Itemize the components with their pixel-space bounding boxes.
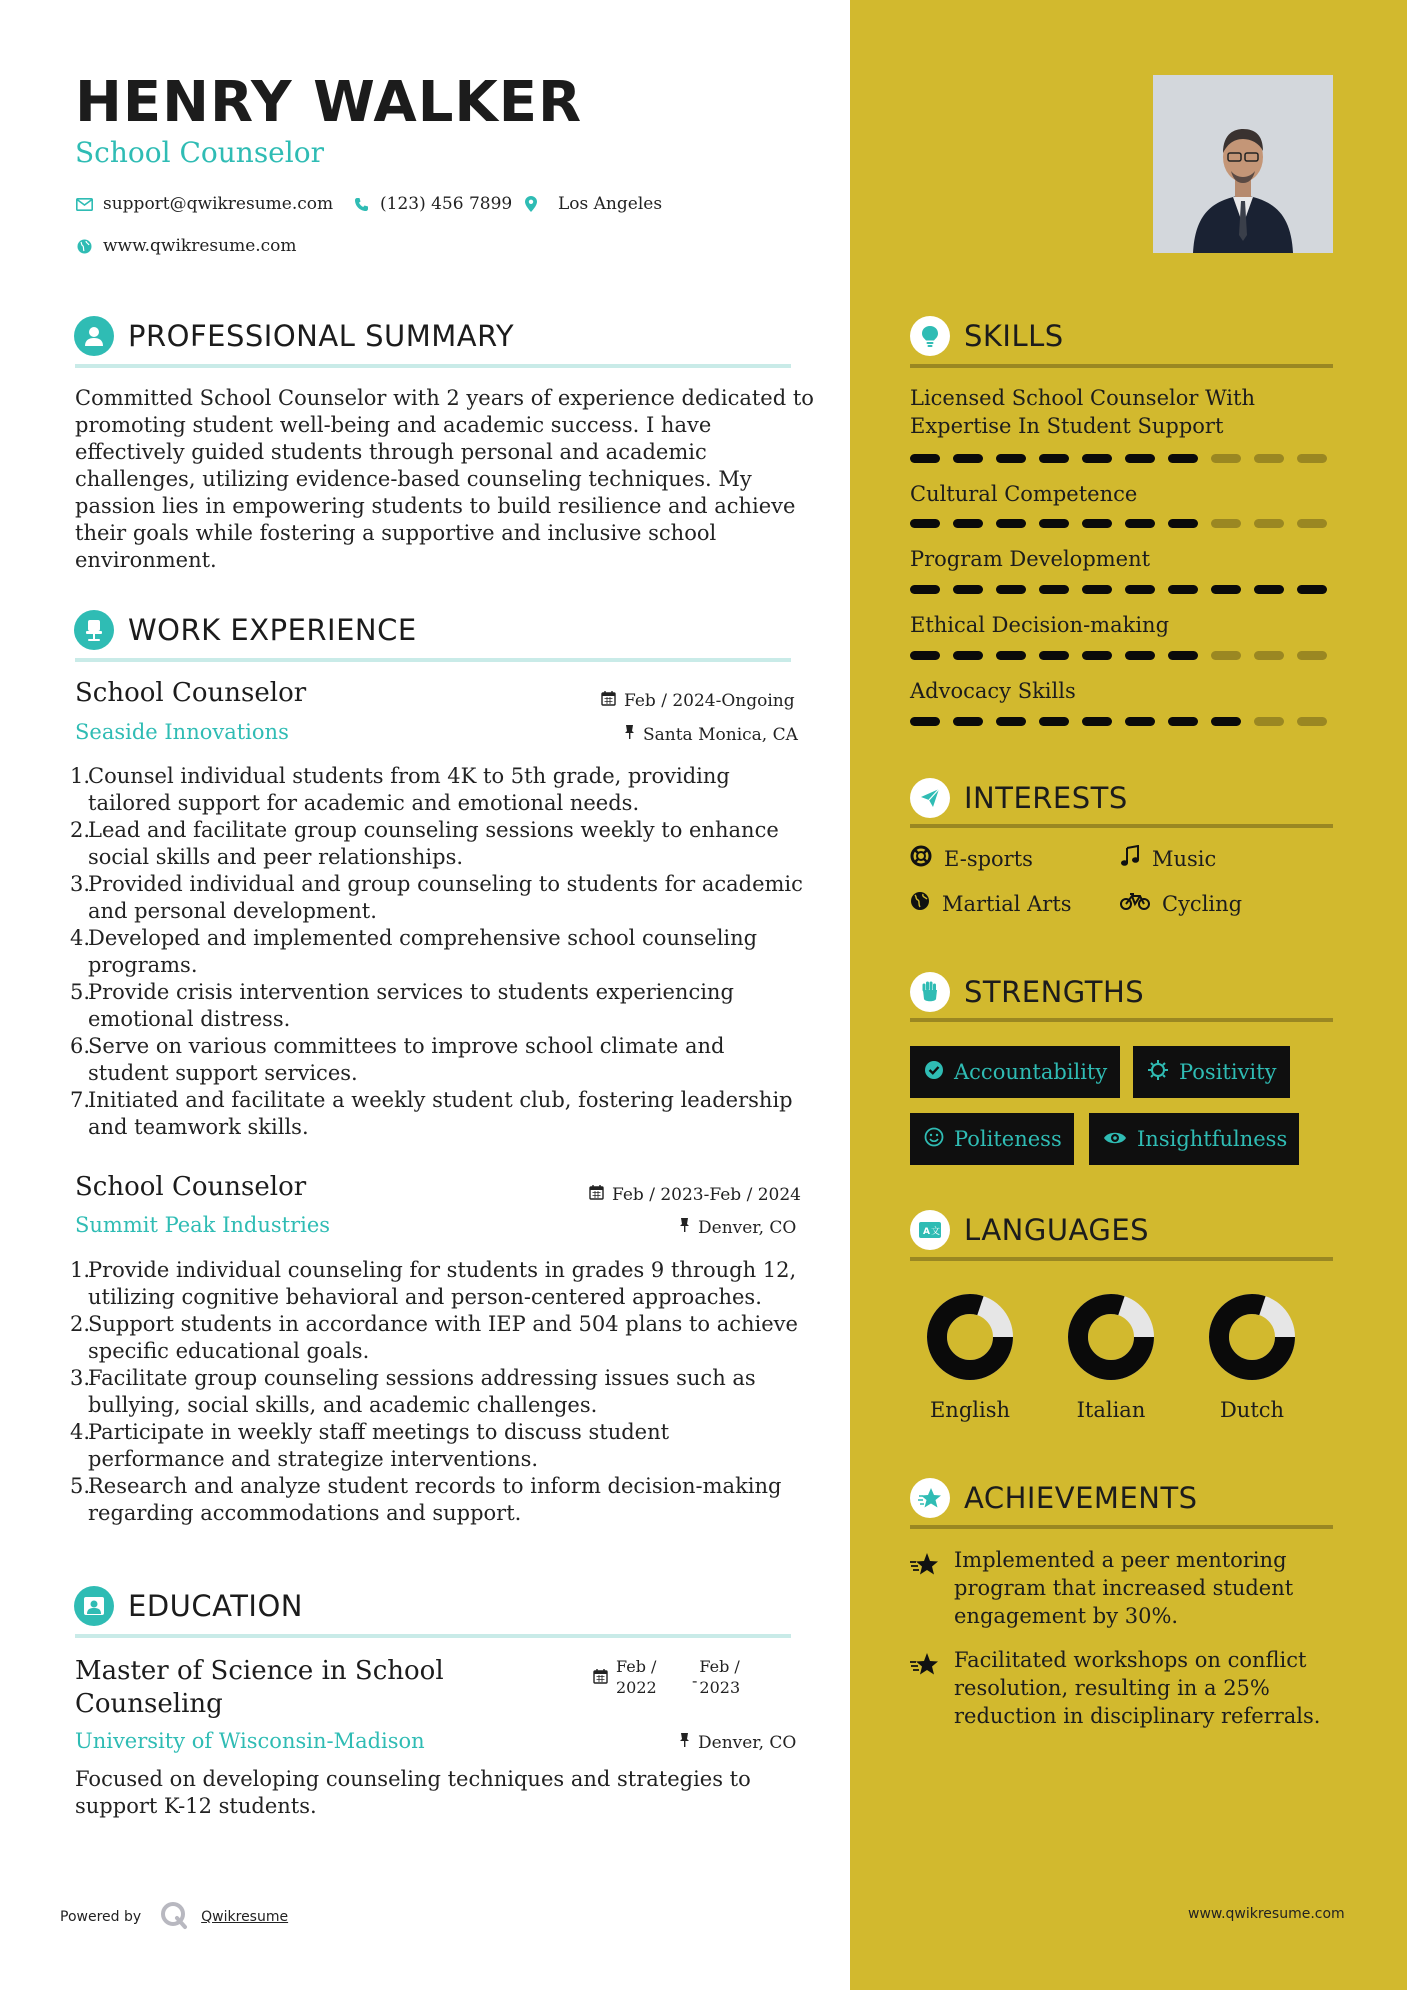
lightbulb-icon — [910, 316, 950, 356]
skill-name: Program Development — [910, 547, 1151, 571]
job-title: School Counselor — [75, 1172, 307, 1202]
skill-level-segment — [953, 454, 983, 463]
skill-level-segment — [996, 519, 1026, 528]
strengths-divider — [910, 1018, 1333, 1022]
interest-item — [910, 891, 1072, 916]
interest-item — [910, 845, 1033, 872]
language-label: Dutch — [1219, 1398, 1285, 1422]
skill-name: Licensed School Counselor With Expertise In Student Support — [910, 386, 1255, 438]
globe-icon — [75, 237, 93, 255]
experience-title: WORK EXPERIENCE — [128, 613, 417, 647]
globe-icon — [910, 891, 930, 916]
calendar-icon — [601, 690, 616, 711]
language-donut — [1066, 1292, 1156, 1382]
education-location — [679, 1732, 796, 1753]
skill-level-segment — [1168, 585, 1198, 594]
education-description — [75, 1766, 815, 1820]
interest-label: E-sports — [944, 846, 1033, 871]
achievements-title: ACHIEVEMENTS — [964, 1481, 1198, 1515]
summary-title: PROFESSIONAL SUMMARY — [128, 319, 515, 353]
achievement-item — [910, 1646, 1320, 1730]
candidate-role: School Counselor — [75, 136, 324, 169]
skills-divider — [910, 364, 1333, 368]
degree-line: Master of Science in School — [75, 1656, 444, 1686]
skill-level-segment — [1039, 585, 1069, 594]
contact-website — [75, 236, 297, 256]
education-divider — [75, 1634, 791, 1638]
contact-email — [75, 194, 333, 214]
skill-level-segment — [1254, 454, 1284, 463]
experience-heading — [74, 610, 417, 650]
summary-line: environment. — [75, 548, 217, 572]
star-icon — [910, 1546, 942, 1630]
education-end: Feb / 2023 — [699, 1657, 741, 1697]
skill-level-segment — [1297, 585, 1327, 594]
summary-line: Committed School Counselor with 2 years of experience dedicated to — [75, 386, 814, 410]
skill-level-segment — [1211, 717, 1241, 726]
skill-name: Advocacy Skills — [910, 679, 1076, 703]
list-item: 4. Participate in weekly staff meetings to discuss student performance and strategize interventions. — [70, 1420, 670, 1471]
skill-level-segment — [1168, 717, 1198, 726]
list-item: 1. Provide individual counseling for students in grades 9 through 12, utilizing cognitive behavioral and person-centered approaches. — [70, 1258, 797, 1309]
skill-level-segment — [1297, 717, 1327, 726]
strength-chip — [1133, 1046, 1290, 1098]
language-icon — [910, 1210, 950, 1250]
calendar-icon — [589, 1184, 604, 1205]
summary-line: challenges, utilizing evidence-based counseling techniques. My — [75, 467, 752, 491]
skill-level-bar — [910, 651, 1327, 660]
pin-icon — [624, 724, 635, 745]
skill-level-segment — [996, 651, 1026, 660]
experience-divider — [75, 658, 791, 662]
education-location-text: Denver, CO — [698, 1732, 797, 1753]
skill-level-segment — [996, 454, 1026, 463]
skills-heading — [910, 316, 1064, 356]
list-item: 4. Developed and implemented comprehensive school counseling programs. — [70, 926, 758, 977]
skill-level-segment — [1254, 585, 1284, 594]
skill-level-segment — [910, 717, 940, 726]
eye-icon — [1103, 1127, 1127, 1151]
bicycle-icon — [1120, 891, 1150, 916]
map-pin-icon — [522, 195, 540, 213]
degree-title — [75, 1655, 444, 1721]
skill-level-segment — [1254, 717, 1284, 726]
phone-text: (123) 456 7899 — [380, 194, 513, 214]
contact-phone — [352, 194, 512, 214]
strength-label: Politeness — [954, 1127, 1062, 1151]
job-dates-text: Feb / 2024-Ongoing — [624, 690, 795, 711]
skill-level-segment — [1125, 651, 1155, 660]
powered-by — [60, 1900, 288, 1934]
summary-line: effectively guided students through personal and academic — [75, 440, 707, 464]
chair-icon — [74, 610, 114, 650]
svg-text:A: A — [923, 1227, 930, 1237]
skill-level-segment — [1168, 651, 1198, 660]
interest-item — [1120, 845, 1216, 872]
skill-level-bar — [910, 454, 1327, 463]
list-item: 6. Serve on various committees to improve school climate and student support services. — [70, 1034, 725, 1085]
qwikresume-link[interactable]: Qwikresume — [201, 1909, 289, 1925]
strength-label: Insightfulness — [1137, 1127, 1288, 1151]
summary-text — [75, 385, 815, 574]
interest-label: Music — [1152, 846, 1217, 871]
skill-level-bar — [910, 519, 1327, 528]
job-company: Summit Peak Industries — [75, 1213, 331, 1237]
skill-level-segment — [1082, 454, 1112, 463]
education-desc-line: Focused on developing counseling techniques and strategies to — [75, 1767, 751, 1791]
achievements-heading — [910, 1478, 1198, 1518]
achievement-text: Facilitated workshops on conflict resolution, resulting in a 25% reduction in disciplinary referrals. — [954, 1648, 1321, 1728]
list-item: 5. Provide crisis intervention services to students experiencing emotional distress. — [70, 980, 734, 1031]
website-text[interactable]: www.qwikresume.com — [103, 236, 297, 256]
skill-level-bar — [910, 585, 1327, 594]
skill-level-segment — [953, 717, 983, 726]
phone-icon — [352, 195, 370, 213]
list-item: 2. Lead and facilitate group counseling sessions weekly to enhance social skills and peer relationships. — [70, 818, 779, 869]
interests-divider — [910, 824, 1333, 828]
skill-level-segment — [1125, 717, 1155, 726]
list-item: 1. Counsel individual students from 4K to 5th grade, providing tailored support for academic and emotional needs. — [70, 764, 730, 815]
strength-chip — [910, 1046, 1120, 1098]
job-dates — [601, 690, 795, 711]
music-icon — [1120, 845, 1140, 872]
education-title: EDUCATION — [128, 1589, 304, 1623]
graduate-icon — [74, 1586, 114, 1626]
language-label: English — [929, 1398, 1011, 1422]
skill-level-segment — [1297, 519, 1327, 528]
strength-label: Accountability — [954, 1060, 1108, 1084]
skill-name: Ethical Decision-making — [910, 613, 1170, 637]
education-heading — [74, 1586, 303, 1626]
skill-level-segment — [1039, 717, 1069, 726]
skill-level-segment — [1254, 519, 1284, 528]
job-dates-text: Feb / 2023-Feb / 2024 — [612, 1184, 801, 1205]
life-ring-icon — [910, 845, 932, 872]
strengths-heading — [910, 972, 1144, 1012]
education-school: University of Wisconsin-Madison — [75, 1729, 425, 1753]
skill-level-segment — [1039, 651, 1069, 660]
achievement-text: Implemented a peer mentoring program that increased student engagement by 30%. — [954, 1548, 1294, 1628]
interest-item — [1120, 891, 1242, 916]
language-donut — [1207, 1292, 1297, 1382]
list-item: 3. Facilitate group counseling sessions addressing issues such as bullying, social skills, and academic challenges. — [70, 1366, 756, 1417]
skill-level-segment — [1211, 454, 1241, 463]
sun-icon — [1147, 1059, 1169, 1086]
strength-chip — [910, 1113, 1074, 1165]
profile-photo — [1153, 75, 1333, 253]
skills-title: SKILLS — [964, 319, 1064, 353]
skill-level-segment — [1168, 454, 1198, 463]
interests-heading — [910, 778, 1128, 818]
email-text: support@qwikresume.com — [103, 194, 334, 214]
list-item: 7. Initiated and facilitate a weekly student club, fostering leadership and teamwork skills. — [70, 1088, 793, 1139]
education-start: Feb / 2022 — [616, 1657, 657, 1697]
list-item: 5. Research and analyze student records to inform decision-making regarding accommodations and support. — [70, 1474, 782, 1525]
skill-level-segment — [1082, 651, 1112, 660]
qwikresume-logo-icon — [159, 1900, 189, 1934]
contact-location — [522, 194, 662, 214]
job-location — [679, 1217, 796, 1238]
list-item: 3. Provided individual and group counseling to students for academic and personal development. — [70, 872, 803, 923]
skill-level-segment — [1297, 454, 1327, 463]
skill-level-bar — [910, 717, 1327, 726]
skill-level-segment — [953, 651, 983, 660]
skill-level-segment — [1082, 585, 1112, 594]
job-location-text: Santa Monica, CA — [643, 724, 798, 745]
skill-level-segment — [910, 519, 940, 528]
summary-line: passion lies in empowering students to build resilience and achieve — [75, 494, 796, 518]
achievements-divider — [910, 1525, 1333, 1529]
language-donut — [925, 1292, 1015, 1382]
summary-divider — [75, 364, 791, 368]
skill-level-segment — [1125, 454, 1155, 463]
skill-level-segment — [910, 585, 940, 594]
candidate-name: HENRY WALKER — [75, 70, 583, 135]
skill-level-segment — [1254, 651, 1284, 660]
user-icon — [74, 316, 114, 356]
location-text: Los Angeles — [558, 194, 663, 214]
hand-icon — [910, 972, 950, 1012]
job-bullets — [70, 1257, 820, 1527]
skill-level-segment — [1211, 651, 1241, 660]
strength-label: Positivity — [1179, 1060, 1277, 1084]
education-dash: - — [692, 1671, 698, 1690]
skill-level-segment — [1297, 651, 1327, 660]
skill-level-segment — [953, 519, 983, 528]
strengths-title: STRENGTHS — [964, 975, 1145, 1009]
skill-level-segment — [1039, 519, 1069, 528]
job-title: School Counselor — [75, 678, 307, 708]
language-label: Italian — [1076, 1398, 1146, 1422]
interest-label: Cycling — [1162, 891, 1243, 916]
envelope-icon — [75, 195, 93, 213]
skill-level-segment — [996, 585, 1026, 594]
skill-level-segment — [910, 454, 940, 463]
job-dates — [589, 1184, 801, 1205]
skill-level-segment — [1039, 454, 1069, 463]
star-icon — [910, 1646, 942, 1730]
interests-title: INTERESTS — [964, 781, 1128, 815]
smile-icon — [924, 1127, 944, 1152]
languages-heading — [910, 1210, 1149, 1250]
pin-icon — [679, 1217, 690, 1238]
footer-site[interactable]: www.qwikresume.com — [1188, 1906, 1345, 1922]
achievement-item — [910, 1546, 1293, 1630]
skill-level-segment — [1082, 519, 1112, 528]
summary-line: promoting student well-being and academic success. I have — [75, 413, 712, 437]
degree-line: Counseling — [75, 1689, 223, 1719]
job-company: Seaside Innovations — [75, 720, 289, 744]
skill-name: Cultural Competence — [910, 482, 1138, 506]
summary-heading — [74, 316, 514, 356]
skill-level-segment — [1125, 519, 1155, 528]
summary-line: their goals while fostering a supportive and inclusive school — [75, 521, 717, 545]
skill-level-segment — [1125, 585, 1155, 594]
education-dates — [593, 1656, 740, 1698]
powered-label: Powered by — [60, 1909, 142, 1925]
paper-plane-icon — [910, 778, 950, 818]
skill-level-segment — [1082, 717, 1112, 726]
check-circle-icon — [924, 1060, 944, 1085]
skill-level-segment — [910, 651, 940, 660]
star-icon — [910, 1478, 950, 1518]
svg-text:文: 文 — [931, 1227, 941, 1237]
skill-level-segment — [1211, 585, 1241, 594]
job-location-text: Denver, CO — [698, 1217, 797, 1238]
pin-icon — [679, 1732, 690, 1753]
languages-divider — [910, 1257, 1333, 1261]
job-bullets — [70, 763, 820, 1141]
interest-label: Martial Arts — [942, 891, 1072, 916]
languages-title: LANGUAGES — [964, 1213, 1150, 1247]
list-item: 2. Support students in accordance with IEP and 504 plans to achieve specific educational goals. — [70, 1312, 798, 1363]
skill-level-segment — [1168, 519, 1198, 528]
calendar-icon — [593, 1656, 608, 1689]
skill-level-segment — [1211, 519, 1241, 528]
skill-level-segment — [953, 585, 983, 594]
skill-level-segment — [996, 717, 1026, 726]
strength-chip — [1089, 1113, 1299, 1165]
job-location — [624, 724, 798, 745]
education-desc-line: support K-12 students. — [75, 1794, 317, 1818]
